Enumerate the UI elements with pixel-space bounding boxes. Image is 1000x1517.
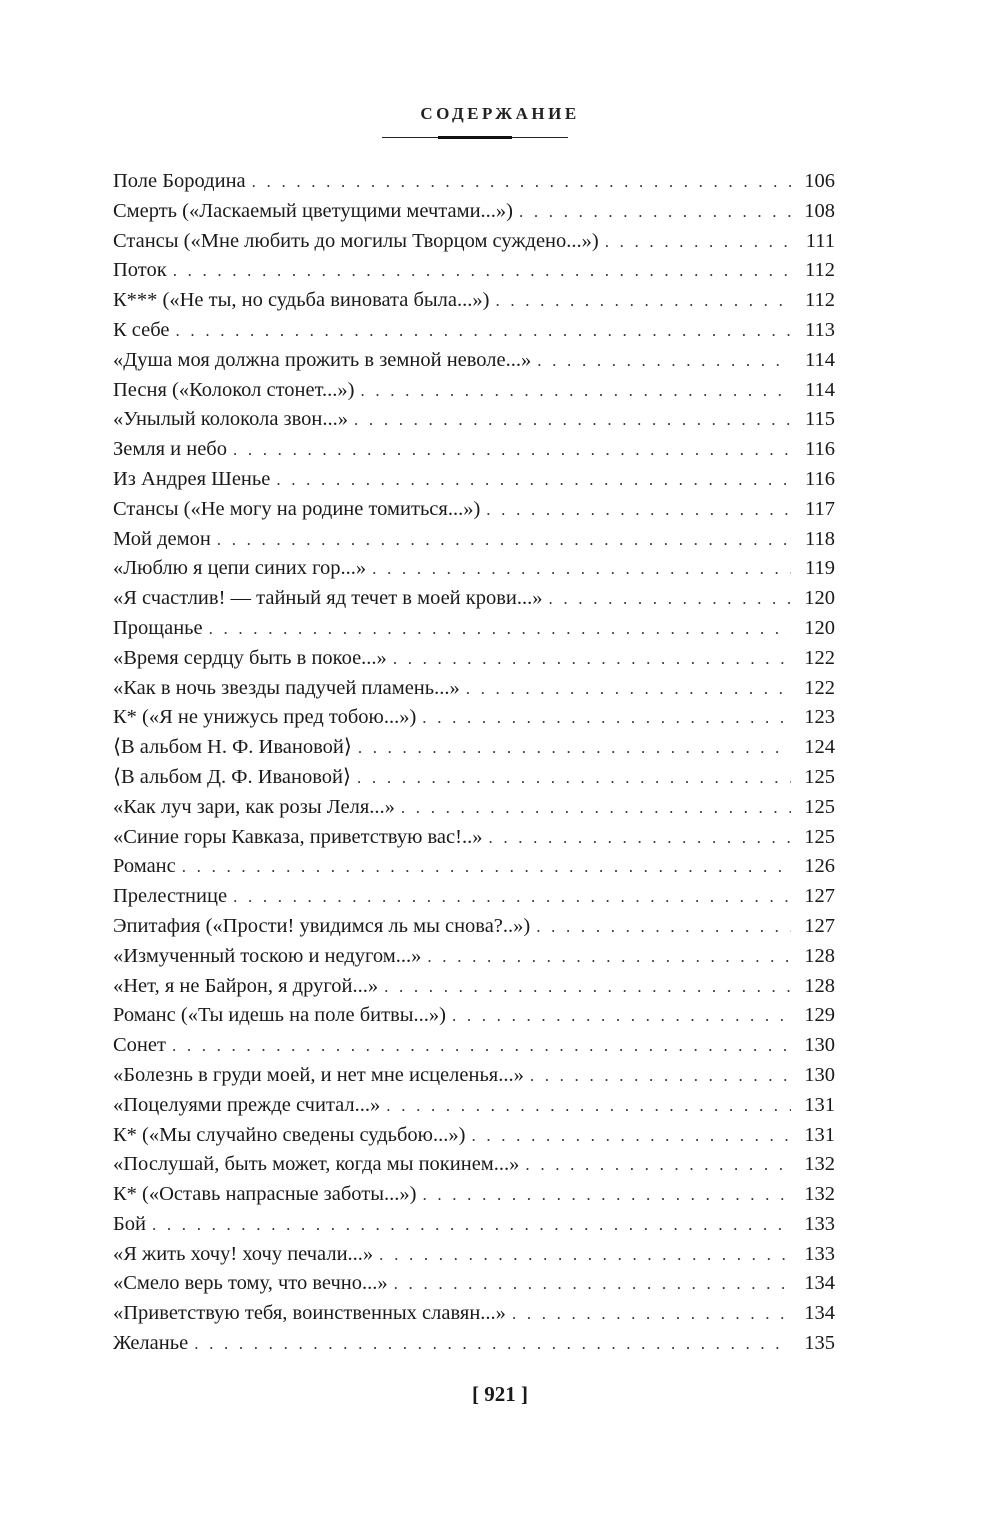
dot-leader bbox=[152, 1210, 791, 1240]
toc-entry-title: Эпитафия («Прости! увидимся ль мы снова?..») bbox=[113, 914, 531, 937]
toc-entry bbox=[113, 256, 835, 286]
toc-entry bbox=[113, 1121, 835, 1151]
toc-entry bbox=[113, 1091, 835, 1121]
toc-entry-title: «Измученный тоскою и недугом...» bbox=[113, 944, 422, 967]
toc-entry bbox=[113, 644, 835, 674]
toc-entry bbox=[113, 584, 835, 614]
toc-entry bbox=[113, 1001, 835, 1031]
toc-entry-page: 125 bbox=[804, 795, 835, 818]
toc-entry-title: «Синие горы Кавказа, приветствую вас!..» bbox=[113, 825, 483, 848]
toc-entry-title: Бой bbox=[113, 1212, 146, 1235]
toc-entry-page: 114 bbox=[805, 348, 835, 371]
toc-entry-page: 124 bbox=[804, 736, 835, 759]
toc-entry-title: Поле Бородина bbox=[113, 170, 246, 192]
toc-entry-page: 126 bbox=[804, 855, 835, 878]
toc-entry bbox=[113, 733, 835, 763]
dot-leader bbox=[486, 495, 791, 525]
page-number: [ 921 ] bbox=[472, 1382, 528, 1406]
dot-leader bbox=[357, 763, 791, 793]
toc-entry bbox=[113, 227, 835, 257]
toc-entry bbox=[113, 554, 835, 584]
toc-entry-page: 130 bbox=[804, 1063, 835, 1086]
toc-entry-page: 132 bbox=[804, 1183, 835, 1206]
toc-entry bbox=[113, 465, 835, 495]
toc-entry bbox=[113, 614, 835, 644]
toc-entry bbox=[113, 912, 835, 942]
toc-entry-page: 134 bbox=[804, 1272, 835, 1295]
toc-entry bbox=[113, 703, 835, 733]
toc-entry-page: 133 bbox=[804, 1212, 835, 1235]
toc-entry-page: 111 bbox=[805, 229, 835, 252]
toc-entry-page: 125 bbox=[804, 765, 835, 788]
toc-entry-page: 131 bbox=[804, 1123, 835, 1146]
toc-entry-page: 135 bbox=[804, 1332, 835, 1355]
toc-entry-title: «Смело верь тому, что вечно...» bbox=[113, 1272, 388, 1295]
dot-leader bbox=[173, 256, 791, 286]
toc-entry-page: 122 bbox=[804, 646, 835, 669]
dot-leader bbox=[549, 584, 792, 614]
dot-leader bbox=[495, 286, 791, 316]
toc-entry-title: К* («Мы случайно сведены судьбою...») bbox=[113, 1123, 466, 1146]
toc-entry bbox=[113, 1210, 835, 1240]
toc-entry-title: «Приветствую тебя, воинственных славян...» bbox=[113, 1302, 506, 1325]
dot-leader bbox=[525, 1150, 791, 1180]
toc-entry-title: Романс bbox=[113, 855, 176, 878]
toc-entry-page: 133 bbox=[804, 1242, 835, 1265]
toc-entry-title: ⟨В альбом Н. Ф. Ивановой⟩ bbox=[113, 736, 352, 759]
page-heading: СОДЕРЖАНИЕ bbox=[420, 104, 580, 123]
dot-leader bbox=[233, 435, 791, 465]
dot-leader bbox=[252, 167, 791, 197]
toc-entry-title: К* («Я не унижусь пред тобою...») bbox=[113, 706, 417, 729]
toc-entry-page: 125 bbox=[804, 825, 835, 848]
toc-entry-title: «Унылый колокола звон...» bbox=[113, 408, 349, 431]
toc-entry bbox=[113, 1240, 835, 1270]
toc-entry-title: «Как в ночь звезды падучей пламень...» bbox=[113, 676, 460, 699]
toc-entry-title: ⟨В альбом Д. Ф. Ивановой⟩ bbox=[113, 765, 352, 788]
toc-entry bbox=[113, 435, 835, 465]
toc-entry-title: «Люблю я цепи синих гор...» bbox=[113, 557, 367, 580]
toc-entry-page: 116 bbox=[805, 438, 835, 461]
dot-leader bbox=[354, 405, 791, 435]
toc-entry-title: Поток bbox=[113, 259, 167, 282]
toc-list bbox=[113, 167, 835, 1359]
toc-entry-title: Романс («Ты идешь на поле битвы...») bbox=[113, 1004, 446, 1027]
toc-entry-title: Стансы («Не могу на родине томиться...») bbox=[113, 497, 481, 520]
toc-entry-page: 127 bbox=[804, 914, 835, 937]
toc-entry-title: Сонет bbox=[113, 1034, 166, 1057]
toc-entry-title: Мой демон bbox=[113, 527, 211, 550]
dot-leader bbox=[530, 1061, 791, 1091]
toc-entry bbox=[113, 286, 835, 316]
toc-entry-page: 114 bbox=[805, 378, 835, 401]
heading-rule-accent bbox=[438, 136, 512, 139]
dot-leader bbox=[488, 823, 791, 853]
dot-leader bbox=[360, 376, 791, 406]
dot-leader bbox=[512, 1299, 791, 1329]
dot-leader bbox=[394, 1269, 791, 1299]
toc-entry-title: «Я жить хочу! хочу печали...» bbox=[113, 1242, 374, 1265]
dot-leader bbox=[519, 197, 791, 227]
toc-entry-page: 112 bbox=[805, 259, 835, 282]
dot-leader bbox=[605, 227, 791, 257]
dot-leader bbox=[471, 1121, 791, 1151]
toc-entry bbox=[113, 823, 835, 853]
toc-entry-page: 116 bbox=[805, 467, 835, 490]
dot-leader bbox=[172, 1031, 791, 1061]
toc-entry-title: «Послушай, быть может, когда мы покинем...» bbox=[113, 1153, 520, 1176]
dot-leader bbox=[358, 733, 791, 763]
toc-entry-page: 134 bbox=[804, 1302, 835, 1325]
toc-entry-title: «Душа моя должна прожить в земной неволе...» bbox=[113, 348, 532, 371]
dot-leader bbox=[401, 793, 791, 823]
toc-entry-title: «Нет, я не Байрон, я другой...» bbox=[113, 974, 379, 997]
toc-entry-title: Из Андрея Шенье bbox=[113, 467, 271, 490]
dot-leader bbox=[379, 1240, 791, 1270]
toc-entry-page: 120 bbox=[804, 587, 835, 610]
toc-entry bbox=[113, 1299, 835, 1329]
dot-leader bbox=[276, 465, 791, 495]
toc-entry-page: 132 bbox=[804, 1153, 835, 1176]
dot-leader bbox=[452, 1001, 791, 1031]
toc-entry bbox=[113, 1150, 835, 1180]
dot-leader bbox=[466, 674, 791, 704]
toc-entry-title: Смерть («Ласкаемый цветущими мечтами...») bbox=[113, 199, 513, 222]
toc-entry-title: «Болезнь в груди моей, и нет мне исцеленья...» bbox=[113, 1063, 524, 1086]
dot-leader bbox=[233, 882, 791, 912]
toc-entry-title: Земля и небо bbox=[113, 438, 227, 461]
toc-entry-page: 130 bbox=[804, 1034, 835, 1057]
dot-leader bbox=[427, 942, 791, 972]
toc-entry bbox=[113, 793, 835, 823]
dot-leader bbox=[384, 972, 791, 1002]
toc-entry-page: 113 bbox=[805, 318, 835, 341]
dot-leader bbox=[217, 525, 791, 555]
dot-leader bbox=[194, 1329, 791, 1359]
toc-entry-page: 118 bbox=[805, 527, 835, 550]
toc-entry-page: 117 bbox=[805, 497, 835, 520]
toc-entry bbox=[113, 316, 835, 346]
toc-entry-page: 120 bbox=[804, 616, 835, 639]
toc-entry-title: К*** («Не ты, но судьба виновата была...») bbox=[113, 289, 490, 312]
toc-entry bbox=[113, 197, 835, 227]
toc-entry bbox=[113, 1329, 835, 1359]
toc-entry bbox=[113, 1031, 835, 1061]
toc-entry-page: 106 bbox=[804, 170, 835, 192]
toc-entry-page: 123 bbox=[804, 706, 835, 729]
toc-entry-title: Прощанье bbox=[113, 616, 203, 639]
toc-entry-page: 108 bbox=[804, 199, 835, 222]
toc-entry bbox=[113, 1180, 835, 1210]
toc-entry-title: «Как луч зари, как розы Леля...» bbox=[113, 795, 395, 818]
toc-entry-title: «Я счастлив! — тайный яд течет в моей крови...» bbox=[113, 587, 543, 610]
dot-leader bbox=[537, 346, 791, 376]
toc-entry-page: 119 bbox=[805, 557, 835, 580]
dot-leader bbox=[176, 316, 791, 346]
toc-entry-title: «Время сердцу быть в покое...» bbox=[113, 646, 387, 669]
dot-leader bbox=[393, 644, 791, 674]
toc-entry bbox=[113, 346, 835, 376]
toc-entry-page: 128 bbox=[804, 944, 835, 967]
dot-leader bbox=[386, 1091, 791, 1121]
toc-entry-page: 115 bbox=[805, 408, 835, 431]
toc-entry-title: К себе bbox=[113, 318, 170, 341]
toc-entry bbox=[113, 852, 835, 882]
toc-entry bbox=[113, 763, 835, 793]
dot-leader bbox=[209, 614, 791, 644]
toc-entry bbox=[113, 972, 835, 1002]
dot-leader bbox=[422, 703, 791, 733]
toc-entry-title: Желанье bbox=[113, 1332, 189, 1355]
toc-entry-page: 127 bbox=[804, 885, 835, 908]
toc-entry bbox=[113, 495, 835, 525]
toc-entry-page: 122 bbox=[804, 676, 835, 699]
toc-entry bbox=[113, 376, 835, 406]
toc-entry-title: Стансы («Мне любить до могилы Творцом суждено...») bbox=[113, 229, 599, 252]
dot-leader bbox=[372, 554, 791, 584]
toc-entry-page: 128 bbox=[804, 974, 835, 997]
dot-leader bbox=[182, 852, 791, 882]
toc-entry-title: Песня («Колокол стонет...») bbox=[113, 378, 355, 401]
toc-entry bbox=[113, 167, 835, 197]
toc-entry-page: 131 bbox=[804, 1093, 835, 1116]
toc-entry bbox=[113, 1269, 835, 1299]
toc-entry bbox=[113, 1061, 835, 1091]
toc-entry bbox=[113, 882, 835, 912]
toc-entry bbox=[113, 674, 835, 704]
dot-leader bbox=[536, 912, 791, 942]
dot-leader bbox=[422, 1180, 791, 1210]
toc-entry-title: «Поцелуями прежде считал...» bbox=[113, 1093, 381, 1116]
toc-entry-title: Прелестнице bbox=[113, 885, 228, 908]
toc-entry-page: 112 bbox=[805, 289, 835, 312]
toc-entry-title: К* («Оставь напрасные заботы...») bbox=[113, 1183, 417, 1206]
toc-entry bbox=[113, 405, 835, 435]
toc-entry-page: 129 bbox=[804, 1004, 835, 1027]
toc-entry bbox=[113, 942, 835, 972]
toc-entry bbox=[113, 525, 835, 555]
